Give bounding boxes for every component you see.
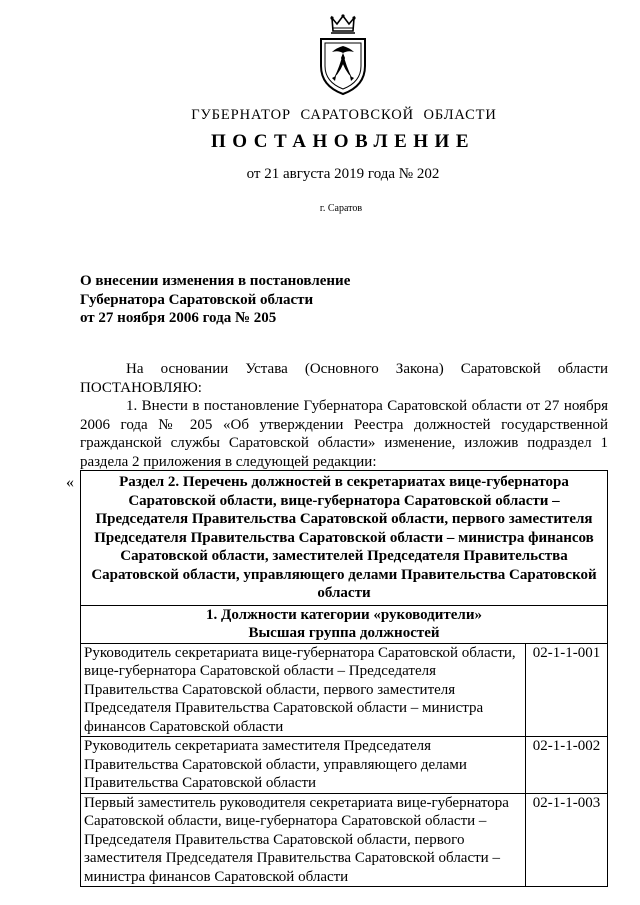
position-code: 02-1-1-002	[526, 737, 608, 794]
saratov-coat-of-arms-icon	[318, 14, 368, 96]
category-header-row	[81, 605, 608, 643]
registry-table	[80, 470, 608, 887]
section-title: Раздел 2. Перечень должностей в секретариатах вице-губернатора Саратовской области, вице-губернатора Саратовской области – Председателя Правительства Саратовской области, первого заместителя Председателя Правительства Саратовской области – министра финансов Саратовской области, заместителей Председателя Правительства Саратовской области, управляющего делами Правительства Саратовской области	[81, 471, 608, 606]
document-date-number: от 21 августа 2019 года № 202	[246, 166, 440, 182]
table-row	[81, 737, 608, 794]
document-body	[80, 360, 608, 471]
table-row	[81, 643, 608, 737]
position-name: Первый заместитель руководителя секретариата вице-губернатора Саратовской области, вице-губернатора Саратовской области – Председателя Правительства Саратовской области, первого заместителя Председателя Правительства Саратовской области – министра финансов Саратовской области	[81, 793, 526, 887]
item-1-paragraph: 1. Внести в постановление Губернатора Саратовской области от 27 ноября 2006 года № 205 «Об утверждении Реестра должностей государственной гражданской службы Саратовской области» изменение, изложив подраздел 1 раздела 2 приложения в следующей редакции:	[80, 398, 608, 470]
table-row	[81, 793, 608, 887]
document-type: ПОСТАНОВЛЕНИЕ	[210, 131, 476, 152]
category-header	[81, 605, 608, 643]
section-header-row	[81, 471, 608, 606]
position-code: 02-1-1-001	[526, 643, 608, 737]
position-name: Руководитель секретариата заместителя Председателя Правительства Саратовской области, управляющего делами Правительства Саратовской области	[81, 737, 526, 794]
category-title: 1. Должности категории «руководители»	[206, 606, 482, 623]
preamble-paragraph: На основании Устава (Основного Закона) Саратовской области ПОСТАНОВЛЯЮ:	[80, 361, 608, 396]
opening-quote: «	[66, 474, 74, 491]
position-code: 02-1-1-003	[526, 793, 608, 887]
position-name: Руководитель секретариата вице-губернатора Саратовской области, вице-губернатора Саратовской области – Председателя Правительства Саратовской области, первого заместителя Председателя Правительства Саратовской области – министра финансов Саратовской области	[81, 643, 526, 737]
group-title: Высшая группа должностей	[248, 625, 440, 641]
subject-line: от 27 ноября 2006 года № 205	[80, 310, 277, 326]
document-subject	[80, 272, 420, 328]
subject-line: Губернатора Саратовской области	[80, 291, 314, 308]
document-city: г. Саратов	[319, 203, 363, 214]
organization-title: ГУБЕРНАТОР САРАТОВСКОЙ ОБЛАСТИ	[191, 107, 497, 123]
subject-line: О внесении изменения в постановление	[80, 273, 351, 289]
